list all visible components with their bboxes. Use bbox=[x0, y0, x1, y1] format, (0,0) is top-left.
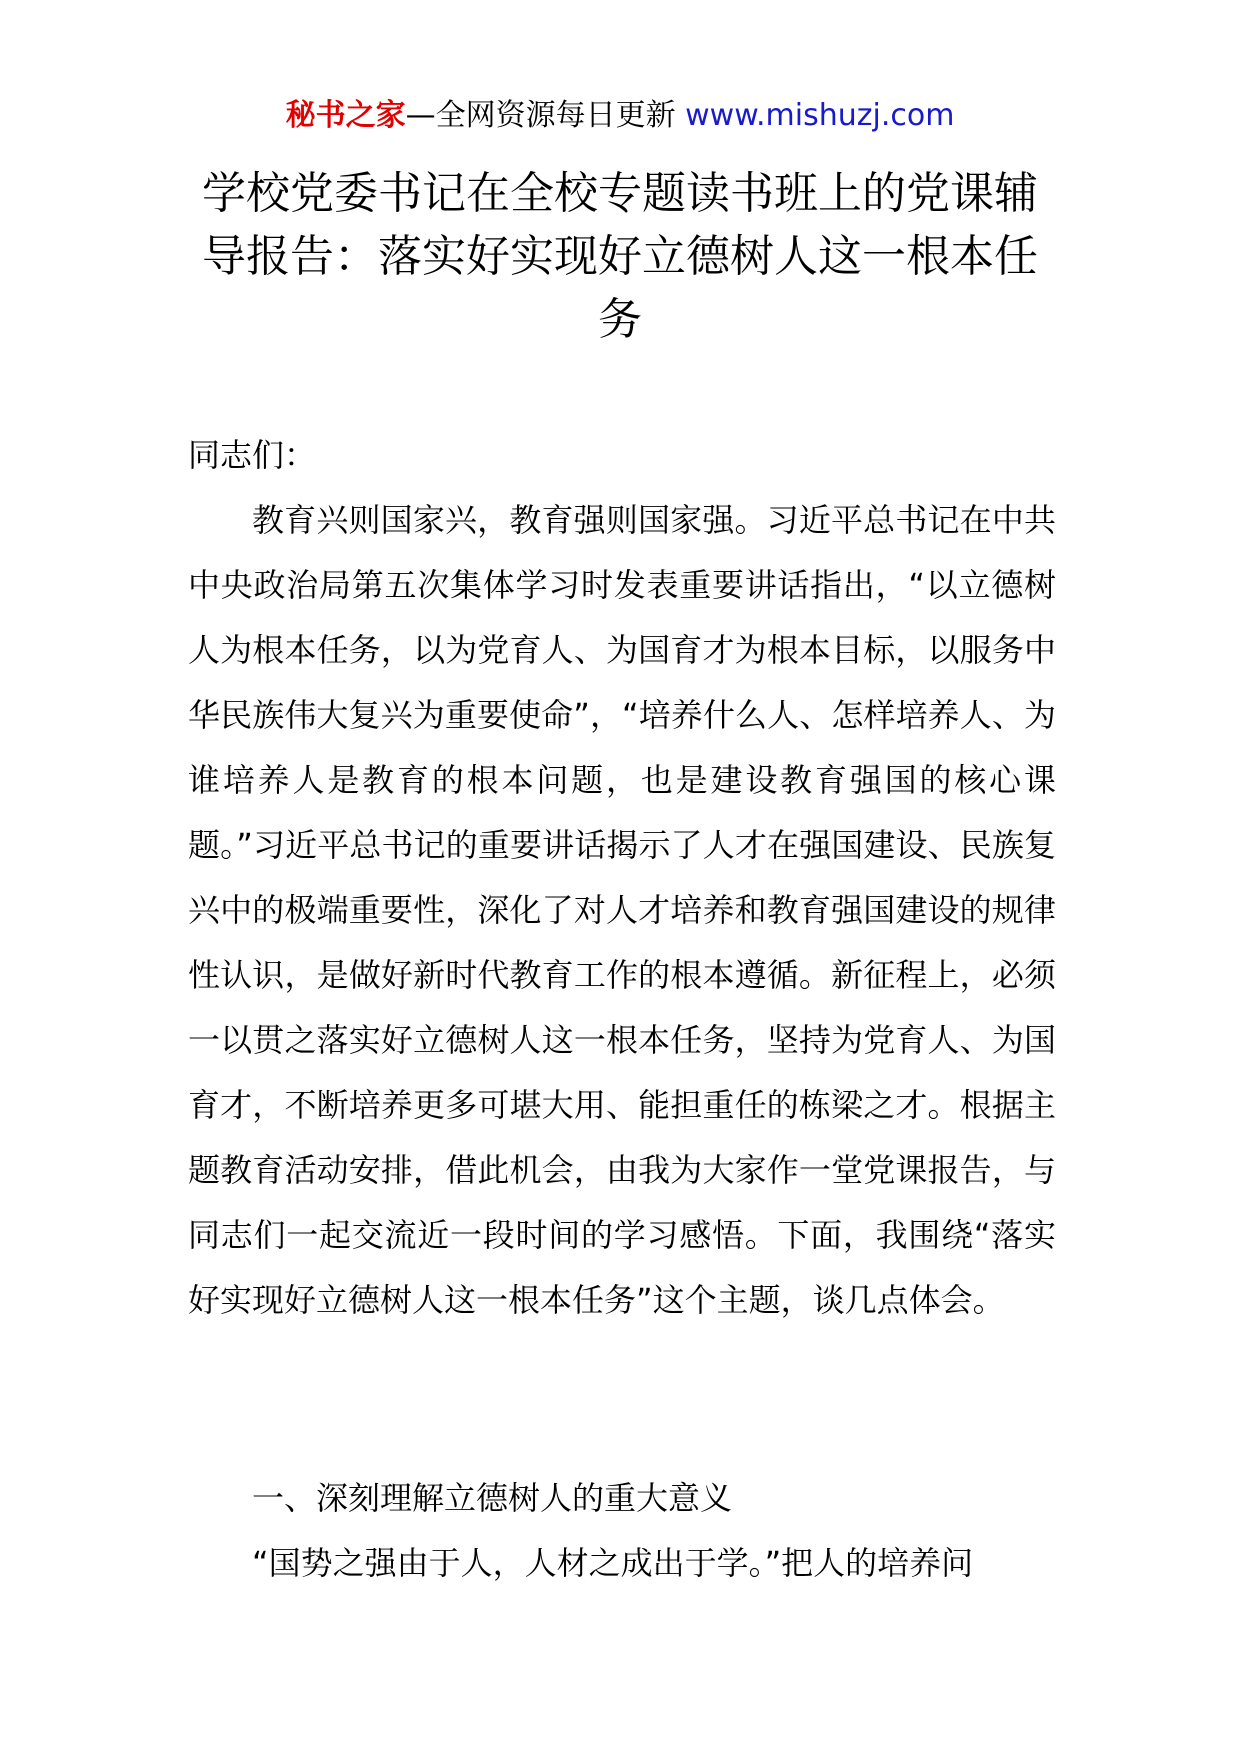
site-url-link[interactable]: www.mishuzj.com bbox=[685, 98, 955, 133]
document-title: 学校党委书记在全校专题读书班上的党课辅导报告：落实好实现好立德树人这一根本任务 bbox=[202, 168, 1038, 345]
banner-tagline: —全网资源每日更新 bbox=[405, 98, 676, 133]
section-heading-1: 一、深刻理解立德树人的重大意义 bbox=[252, 1479, 733, 1517]
body-paragraph-1: 教育兴则国家兴，教育强则国家强。习近平总书记在中共中央政治局第五次集体学习时发表重要讲话指出，“以立德树人为根本任务，以为党育人、为国育才为根本目标，以服务中华民族伟大复兴为重要使命”，“培养什么人、怎样培养人、为谁培养人是教育的根本问题，也是建设教育强国的核心课题。”习近平总书记的重要讲话揭示了人才在强国建设、民族复兴中的极端重要性，深化了对人才培养和教育强国建设的规律性认识，是做好新时代教育工作的根本遵循。新征程上，必须一以贯之落实好立德树人这一根本任务，坚持为党育人、为国育才，不断培养更多可堪大用、能担重任的栋梁之才。根据主题教育活动安排，借此机会，由我为大家作一堂党课报告，与同志们一起交流近一段时间的学习感悟。下面，我围绕“落实好实现好立德树人这一根本任务”这个主题，谈几点体会。 bbox=[188, 501, 1056, 1319]
body-paragraph-2: “国势之强由于人，人材之成出于学。”把人的培养问 bbox=[252, 1544, 974, 1582]
brand-name: 秘书之家 bbox=[285, 98, 406, 133]
site-banner bbox=[0, 96, 1240, 136]
salutation: 同志们： bbox=[188, 436, 317, 474]
